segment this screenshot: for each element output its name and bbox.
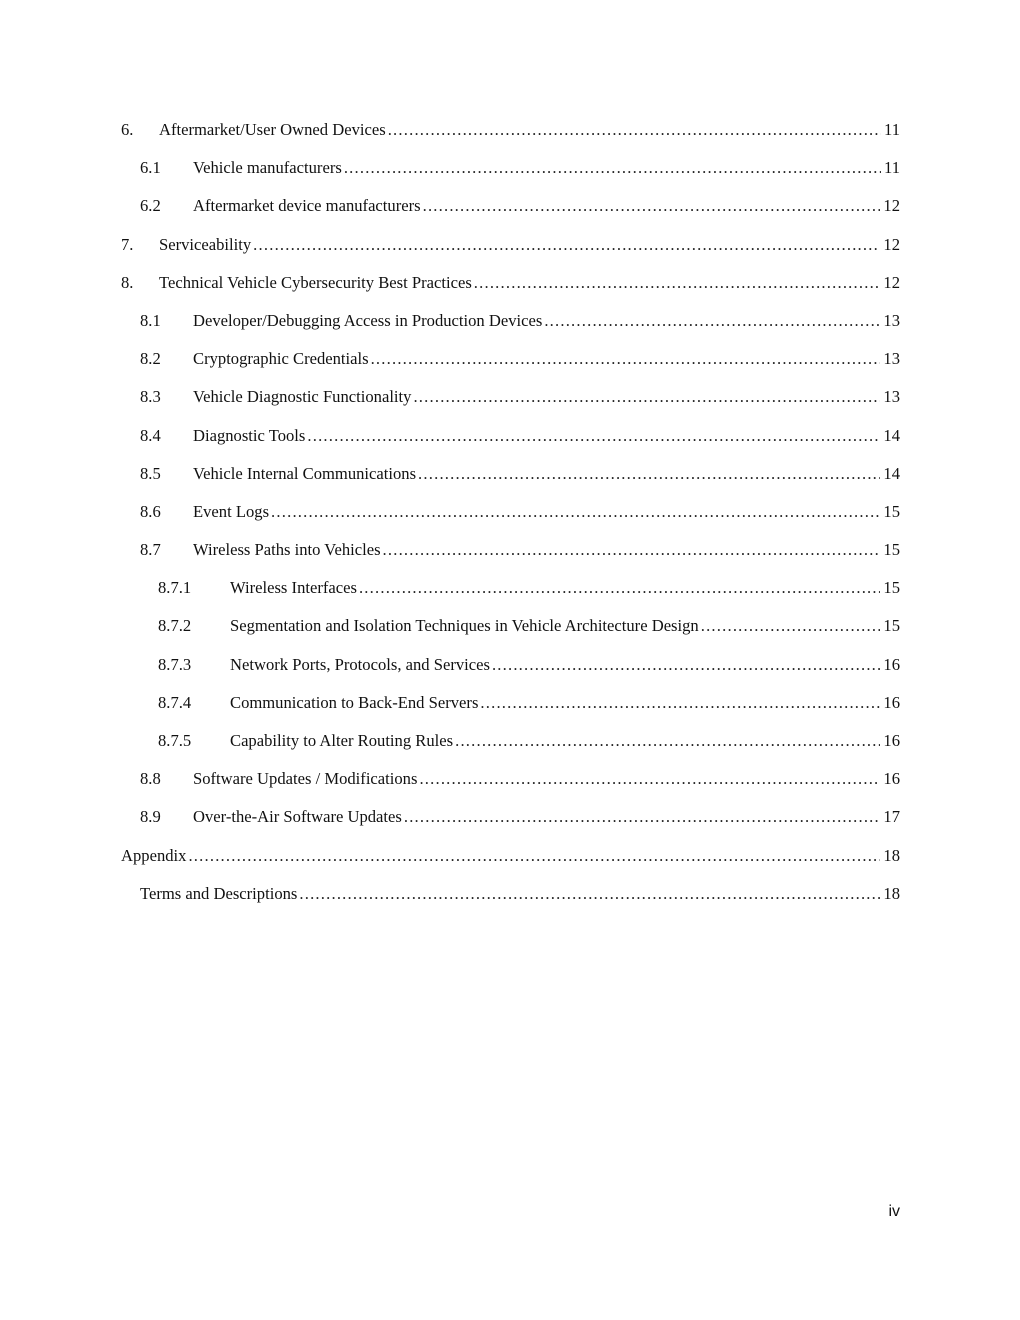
toc-entry-page[interactable]: 14: [883, 425, 900, 445]
toc-entry-number: 8.8: [140, 769, 161, 789]
toc-entry-page[interactable]: 16: [883, 731, 900, 750]
toc-entry[interactable]: [121, 692, 900, 730]
toc-entry-number: 7.: [121, 234, 134, 254]
toc-entry-title[interactable]: Segmentation and Isolation Techniques in Vehicle Architecture Design: [230, 616, 699, 636]
dot-leader: [455, 730, 880, 752]
toc-entry[interactable]: [121, 157, 900, 195]
toc-entry-title[interactable]: Over-the-Air Software Updates: [193, 807, 402, 827]
toc-entry-number: 8.2: [140, 349, 161, 369]
toc-entry-title[interactable]: Vehicle Internal Communications: [193, 463, 417, 483]
toc-entry-title[interactable]: Cryptographic Credentials: [193, 349, 369, 369]
toc-entry-number: 6.1: [140, 158, 161, 178]
toc-entry[interactable]: [121, 425, 900, 463]
toc-entry-number: 8.7.4: [158, 692, 192, 712]
toc-entry-page[interactable]: 16: [883, 769, 900, 789]
toc-entry[interactable]: [121, 119, 900, 157]
page-number: iv: [888, 1203, 900, 1220]
toc-entry-page[interactable]: 11: [884, 120, 900, 139]
toc-entry-page[interactable]: 12: [883, 272, 900, 292]
toc-entry-title[interactable]: Network Ports, Protocols, and Services: [230, 654, 490, 674]
toc-entry[interactable]: [121, 806, 900, 844]
toc-entry[interactable]: [121, 272, 900, 310]
toc-entry-page[interactable]: 18: [883, 883, 900, 903]
toc-entry-title[interactable]: Capability to Alter Routing Rules: [230, 731, 454, 750]
toc-entry-number: 8.9: [140, 807, 161, 827]
toc-entry-number: 8.7.3: [158, 654, 192, 674]
toc-entry-title[interactable]: Terms and Descriptions: [140, 883, 298, 903]
dot-leader: [492, 654, 880, 676]
toc-entry-title[interactable]: Vehicle manufacturers: [193, 158, 342, 178]
dot-leader: [480, 692, 880, 714]
toc-entry-title[interactable]: Serviceability: [159, 234, 252, 254]
dot-leader: [359, 577, 880, 599]
toc-entry-number: 8.6: [140, 501, 161, 521]
toc-entry-title[interactable]: Wireless Interfaces: [230, 578, 357, 598]
toc-entry-appendix[interactable]: [121, 845, 900, 883]
dot-leader: [474, 272, 881, 294]
toc-entry[interactable]: [121, 310, 900, 348]
toc-entry-page[interactable]: 15: [883, 501, 900, 521]
toc-entry-title[interactable]: Aftermarket/User Owned Devices: [159, 120, 386, 139]
toc-entry[interactable]: [121, 615, 900, 653]
toc-entry-title[interactable]: Vehicle Diagnostic Functionality: [193, 387, 412, 407]
toc-entry-page[interactable]: 16: [883, 692, 900, 712]
toc-entry[interactable]: [121, 654, 900, 692]
toc-entry-number: 6.2: [140, 196, 161, 216]
dot-leader: [419, 768, 880, 790]
toc-entry-title[interactable]: Technical Vehicle Cybersecurity Best Practices: [159, 272, 472, 292]
dot-leader: [253, 234, 880, 256]
toc-entry[interactable]: [121, 195, 900, 233]
toc-entry-title[interactable]: Diagnostic Tools: [193, 425, 306, 445]
toc-entry[interactable]: [121, 730, 900, 768]
dot-leader: [418, 463, 880, 485]
toc-entry-page[interactable]: 12: [883, 234, 900, 254]
toc-entry[interactable]: [121, 234, 900, 272]
dot-leader: [299, 883, 880, 905]
toc-entry-number: 8.3: [140, 387, 161, 407]
dot-leader: [388, 119, 881, 141]
toc-entry-title[interactable]: Appendix: [121, 845, 187, 865]
toc-entry[interactable]: [121, 386, 900, 424]
toc-entry-number: 6.: [121, 120, 134, 139]
toc-entry-number: 8.7.2: [158, 616, 192, 636]
toc-entry[interactable]: [121, 768, 900, 806]
toc-entry-title[interactable]: Software Updates / Modifications: [193, 769, 418, 789]
toc-entry-title[interactable]: Aftermarket device manufacturers: [193, 196, 421, 216]
toc-entry-page[interactable]: 13: [883, 349, 900, 369]
toc-entry[interactable]: [121, 348, 900, 386]
toc-entry-title[interactable]: Communication to Back-End Servers: [230, 692, 479, 712]
toc-entry-page[interactable]: 15: [883, 578, 900, 598]
toc-entry-terms[interactable]: [121, 883, 900, 921]
toc-entry-number: 8.1: [140, 310, 161, 330]
toc-entry-page[interactable]: 16: [883, 654, 900, 674]
toc-entry-page[interactable]: 13: [883, 387, 900, 407]
toc-entry-title[interactable]: Wireless Paths into Vehicles: [193, 540, 381, 560]
toc-entry-page[interactable]: 12: [883, 196, 900, 216]
dot-leader: [383, 539, 881, 561]
toc-entry-number: 8.: [121, 272, 134, 292]
toc-entry[interactable]: [121, 463, 900, 501]
toc-entry-page[interactable]: 17: [883, 807, 900, 827]
toc-entry-title[interactable]: Developer/Debugging Access in Production Devices: [193, 310, 543, 330]
table-of-contents: [121, 119, 900, 921]
toc-entry-page[interactable]: 13: [883, 310, 900, 330]
dot-leader: [188, 845, 880, 867]
dot-leader: [307, 425, 880, 447]
toc-entry-page[interactable]: 11: [884, 158, 900, 178]
toc-entry[interactable]: [121, 577, 900, 615]
toc-entry-page[interactable]: 14: [883, 463, 900, 483]
toc-entry-number: 8.7: [140, 540, 161, 560]
dot-leader: [344, 157, 881, 179]
toc-entry-number: 8.5: [140, 463, 161, 483]
toc-entry-number: 8.4: [140, 425, 161, 445]
dot-leader: [371, 348, 881, 370]
toc-entry-page[interactable]: 18: [883, 845, 900, 865]
dot-leader: [404, 806, 881, 828]
dot-leader: [701, 615, 881, 637]
toc-entry-number: 8.7.1: [158, 578, 192, 598]
toc-entry-title[interactable]: Event Logs: [193, 501, 270, 521]
dot-leader: [544, 310, 880, 332]
toc-entry-page[interactable]: 15: [883, 540, 900, 560]
toc-entry[interactable]: [121, 539, 900, 577]
toc-entry[interactable]: [121, 501, 900, 539]
dot-leader: [413, 386, 880, 408]
toc-entry-page[interactable]: 15: [883, 616, 900, 636]
dot-leader: [271, 501, 880, 523]
dot-leader: [423, 195, 881, 217]
toc-entry-number: 8.7.5: [158, 731, 192, 750]
